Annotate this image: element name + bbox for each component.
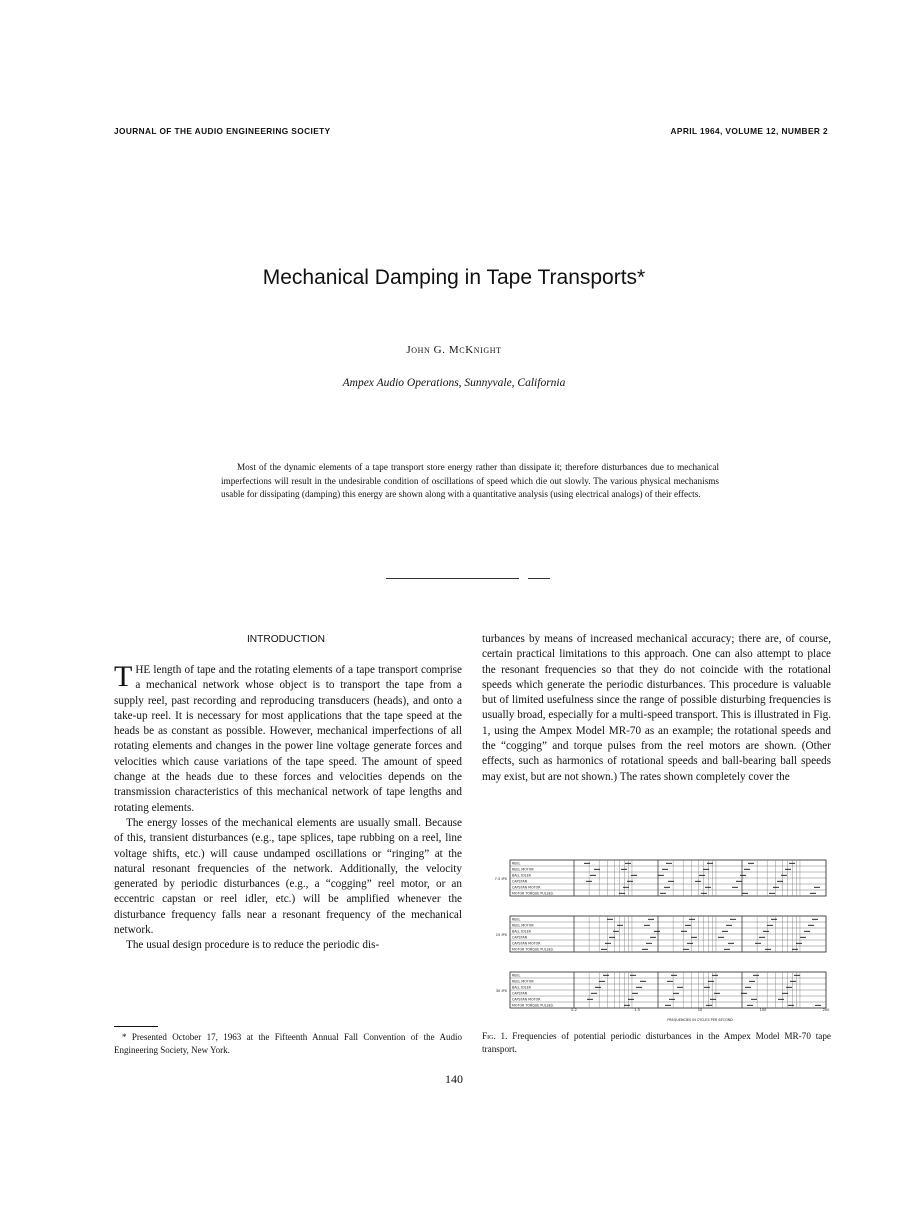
journal-header: JOURNAL OF THE AUDIO ENGINEERING SOCIETY: [114, 126, 331, 136]
row-label: MOTOR TORQUE PULSES: [512, 1003, 553, 1008]
intro-paragraph-2: The energy losses of the mechanical elements are usually small. Because of this, transient disturbances (e.g., tape splices, tape rubbing on a reel, line voltage shifts, etc.) will cause undamped oscillations or “ringing” at the natural resonant frequencies of the network. Additionally, the velocity generated by periodic disturbances (e.g., a “cogging” reel motor, or an eccentric capstan or reel idler, etc.) will be amplified whenever the disturbance frequency falls near a resonant frequency of the mechanical network.: [114, 816, 462, 937]
section-divider: [386, 578, 519, 579]
intro-continuation: turbances by means of increased mechanical accuracy; there are, of course, certain practical limitations to this approach. One can also attempt to place the resonant frequencies so that they do not coincide with the rotational speeds which generate the periodic disturbances. This procedure is valuable but of limited usefulness since the range of possible disturbing frequencies is usually broad, especially for a multi-speed transport. This is illustrated in Fig. 1, using the Ampex Model MR-70 as an example; the rotational speeds and the “cogging” and torque pulses from the reel motors are shown. (Other effects, such as harmonics of rotational speeds and ball-bearing ball speeds may exist, but are not shown.) The rates shown completely cover the: [482, 633, 831, 783]
x-axis-label: FREQUENCIES IN CYCLES PER SECOND: [667, 1018, 733, 1022]
section-heading: INTRODUCTION: [246, 634, 326, 645]
row-label: CAPSTAN: [512, 991, 528, 996]
panel-speed-label: 30 IPS: [495, 989, 507, 993]
row-label: REEL: [512, 861, 521, 866]
x-tick-label: 100: [759, 1008, 767, 1012]
row-label: BALL IDLER: [512, 985, 531, 990]
right-column: [482, 632, 831, 785]
footnote-rule: [114, 1026, 158, 1027]
row-label: BALL IDLER: [512, 929, 531, 934]
x-tick-label: 10: [697, 1008, 703, 1012]
intro-paragraph-3: The usual design procedure is to reduce the periodic dis-: [126, 939, 380, 952]
row-label: REEL MOTOR: [512, 923, 534, 928]
row-label: MOTOR TORQUE PULSES: [512, 891, 553, 896]
intro-paragraph-1-text: HE length of tape and the rotating elements of a tape transport comprise a mechanical network whose object is to transport the tape from a supply reel, past recording and reproducing transducers (heads), and onto a take-up reel. It is necessary for most applications that the tape speed at the heads be as constant as possible. However, mechanical imperfections of all rotating elements and changes in the power line voltage generate forces and velocities which cause variations of the tape speed. The amount of speed change at the heads due to these forces and velocities depends on the transmission characteristics of this mechanical network of tape lengths and rotating elements.: [114, 664, 462, 814]
paper-title: Mechanical Damping in Tape Transports*: [262, 266, 646, 289]
intro-paragraph-1: [114, 660, 462, 816]
abstract: Most of the dynamic elements of a tape transport store energy rather than dissipate it; therefore disturbances due to mechanical imperfections will result in the undesirable condition of oscillations of speed which die out slowly. The various physical mechanisms usable for dissipating (damping) this energy are shown along with a quantitative analysis (using electrical analogs) of their effects.: [221, 462, 719, 499]
row-label: CAPSTAN: [512, 935, 528, 940]
row-label: CAPSTAN MOTOR: [512, 885, 541, 890]
panel-speed-label: 15 IPS: [495, 933, 507, 937]
left-column: [114, 660, 462, 954]
row-label: CAPSTAN: [512, 879, 528, 884]
frequency-chart: [482, 856, 831, 1026]
author-name: John G. McKnight: [406, 344, 502, 356]
row-label: CAPSTAN MOTOR: [512, 997, 541, 1002]
figure-label: Fig. 1.: [482, 1031, 508, 1041]
issue-header: APRIL 1964, VOLUME 12, NUMBER 2: [670, 126, 828, 136]
page-number: 140: [445, 1072, 463, 1086]
row-label: REEL: [512, 973, 521, 978]
drop-cap: T: [114, 660, 133, 693]
row-label: MOTOR TORQUE PULSES: [512, 947, 553, 952]
figure-caption: [482, 1030, 831, 1055]
footnote: * Presented October 17, 1963 at the Fifteenth Annual Fall Convention of the Audio Engineering Society, New York.: [114, 1032, 462, 1055]
figure-1: [482, 856, 831, 1026]
panel-speed-label: 7.5 IPS: [494, 877, 507, 881]
x-tick-label: 200: [822, 1008, 830, 1012]
x-tick-label: 0.2: [571, 1008, 577, 1012]
author-affiliation: Ampex Audio Operations, Sunnyvale, California: [342, 377, 566, 389]
row-label: REEL MOTOR: [512, 979, 534, 984]
row-label: REEL MOTOR: [512, 867, 534, 872]
section-divider-short: [528, 578, 550, 579]
figure-caption-text: Frequencies of potential periodic disturbances in the Ampex Model MR-70 tape transport.: [482, 1031, 832, 1054]
row-label: REEL: [512, 917, 521, 922]
row-label: CAPSTAN MOTOR: [512, 941, 541, 946]
row-label: BALL IDLER: [512, 873, 531, 878]
x-tick-label: 1.0: [634, 1008, 640, 1012]
